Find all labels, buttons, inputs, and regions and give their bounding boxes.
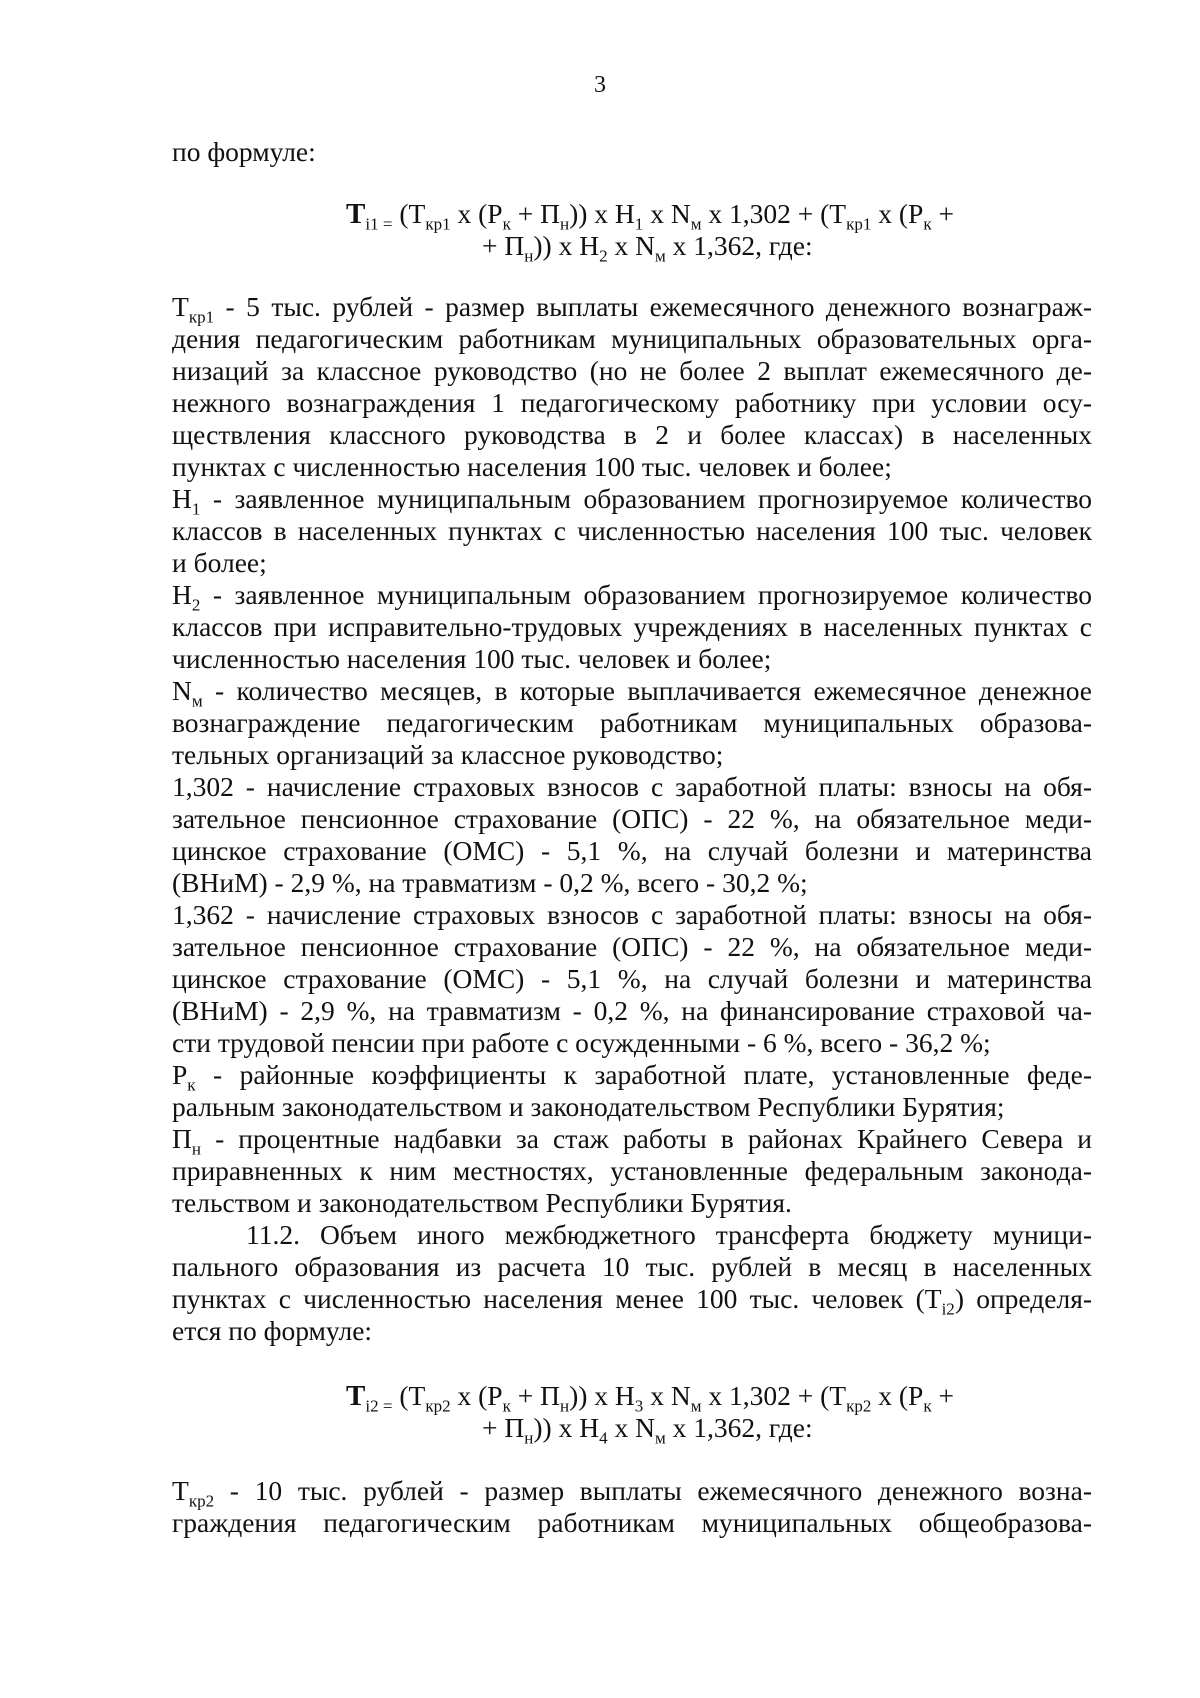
definition-pn-line-1: $П_н$ - процентные надбавки за стаж работы в районах Крайнего Севера и [172,1123,1092,1159]
paragraph-11-2-line-1: 11.2. Объем иного межбюджетного трансферта бюджету муници- [246,1219,1092,1250]
definition-1362-line-4: (ВНиМ) - 2,9 %, на травматизм - 0,2 %, на финансирование страховой ча- [172,995,1092,1026]
definition-tkr1-line-4: нежного вознаграждения 1 педагогическому работнику при условии осу- [172,387,1092,418]
formula-1-line-1: $Т_{i1 =}$ ($Т_{кр1}$ х $(Р_к + П_н)$) х $Н_1$ х $N_м$ х $1,302 + (Т_{кр1}$ х ($Р_к$ + [346,198,954,234]
definition-1362-line-5: сти трудовой пенсии при работе с осужденными - 6 %, всего - 36,2 %; [172,1027,991,1058]
definition-h1-line-2: классов в населенных пунктах с численностью населения 100 тыс. человек [172,515,1092,546]
page-number: 3 [594,72,606,98]
definition-nm-line-3: тельных организаций за классное руководство; [172,739,724,770]
definition-h1-line-3: и более; [172,547,267,578]
definition-tkr1-line-1: $Т_{кр1} - 5$ тыс. рублей - размер выплаты ежемесячного денежного вознаграж- [172,291,1092,327]
definition-pn-line-2: приравненных к ним местностях, установленные федеральным законода- [172,1155,1092,1186]
definition-tkr1-line-6: пунктах с численностью населения 100 тыс. человек и более; [172,451,892,482]
paragraph-11-2-line-3: пунктах с численностью населения менее 100 тыс. человек $(Т_{i2})$ определя- [172,1283,1092,1319]
definition-tkr2-line-1: $Т_{кр2} - 10$ тыс. рублей - размер выплаты ежемесячного денежного возна- [172,1475,1092,1511]
definition-nm-line-2: вознаграждение педагогическим работникам муниципальных образова- [172,707,1092,738]
definition-pk-line-2: ральным законодательством и законодательством Республики Бурятия; [172,1091,1005,1122]
definition-1362-line-2: зательное пенсионное страхование (ОПС) - 22 %, на обязательное меди- [172,931,1092,962]
definition-1302-line-4: (ВНиМ) - 2,9 %, на травматизм - 0,2 %, всего - 30,2 %; [172,867,808,898]
formula-1-line-2: + $П_н$)) х $Н_2$ х $N_м$ х 1,362, где: [482,230,813,266]
formula-2-line-2: + $П_н$)) х $Н_4$ х $N_м$ х 1,362, где: [482,1412,813,1448]
definition-h2-line-1: $Н_2$ - заявленное муниципальным образованием прогнозируемое количество [172,579,1092,615]
formula-2-line-1: $Т_{i2 =}$ ($Т_{кр2}$ х $(Р_к + П_н)$) х $Н_3$ х $N_м$ х $1,302 + (Т_{кр2}$ х ($Р_к$ + [346,1380,954,1416]
definition-h2-line-2: классов при исправительно-трудовых учреждениях в населенных пунктах с [172,611,1092,642]
definition-pk-line-1: $Р_к$ - районные коэффициенты к заработной плате, установленные феде- [172,1059,1092,1095]
definition-1302-line-3: цинское страхование (ОМС) - 5,1 %, на случай болезни и материнства [172,835,1092,866]
definition-1362-line-1: 1,362 - начисление страховых взносов с заработной платы: взносы на обя- [172,899,1092,930]
definition-h2-line-3: численностью населения 100 тыс. человек и более; [172,643,772,674]
definition-tkr1-line-3: низаций за классное руководство (но не более 2 выплат ежемесячного де- [172,355,1092,386]
definition-tkr2-line-2: граждения педагогическим работникам муниципальных общеобразова- [172,1507,1092,1538]
definition-tkr1-line-5: ществления классного руководства в 2 и более классах) в населенных [172,419,1092,450]
definition-1362-line-3: цинское страхование (ОМС) - 5,1 %, на случай болезни и материнства [172,963,1092,994]
intro-text: по формуле: [172,136,316,167]
definition-1302-line-1: 1,302 - начисление страховых взносов с заработной платы: взносы на обя- [172,771,1092,802]
definition-1302-line-2: зательное пенсионное страхование (ОПС) - 22 %, на обязательное меди- [172,803,1092,834]
definition-nm-line-1: $N_м$ - количество месяцев, в которые выплачивается ежемесячное денежное [172,675,1092,711]
definition-h1-line-1: $Н_1$ - заявленное муниципальным образованием прогнозируемое количество [172,483,1092,519]
definition-pn-line-3: тельством и законодательством Республики Бурятия. [172,1187,792,1218]
definition-tkr1-line-2: дения педагогическим работникам муниципальных образовательных орга- [172,323,1092,354]
paragraph-11-2-line-4: ется по формуле: [172,1315,373,1346]
paragraph-11-2-line-2: пального образования из расчета 10 тыс. рублей в месяц в населенных [172,1251,1092,1282]
